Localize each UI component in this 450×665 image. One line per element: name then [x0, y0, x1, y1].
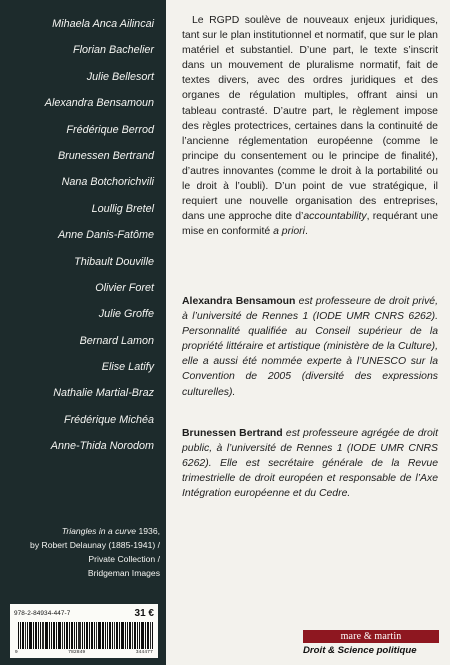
- barcode-left-digits: 782849: [68, 649, 86, 654]
- barcode-bar: [96, 622, 97, 649]
- barcode-bar: [62, 622, 63, 649]
- barcode-bar: [105, 622, 106, 649]
- barcode-bar: [27, 622, 28, 649]
- author-sidebar: [0, 0, 166, 665]
- barcode-bar: [150, 622, 151, 649]
- barcode-bar: [78, 622, 81, 649]
- credit-collection-line: Private Collection /: [88, 554, 160, 564]
- barcode-bar: [18, 622, 19, 649]
- author-name: Frédérique Berrod: [66, 123, 154, 136]
- author-bio-name: Brunessen Bertrand: [182, 428, 283, 439]
- barcode-bar: [109, 622, 111, 649]
- author-name: Anne Danis-Fatôme: [57, 229, 154, 242]
- summary-text-end: .: [304, 226, 308, 238]
- author-name: Alexandra Bensamoun: [44, 97, 154, 110]
- author-name: Brunessen Bertrand: [57, 149, 154, 162]
- author-name: Olivier Foret: [95, 281, 154, 294]
- barcode-bar: [22, 622, 24, 649]
- barcode-bar: [116, 622, 118, 649]
- author-name: Elise Latify: [101, 361, 154, 374]
- barcode-bar: [102, 622, 104, 649]
- barcode-bar: [71, 622, 73, 649]
- barcode-bar: [98, 622, 101, 649]
- barcode-bar: [51, 622, 52, 649]
- author-name: Anne-Thida Norodom: [50, 440, 154, 453]
- barcode-right-digits: 344477: [135, 649, 153, 654]
- publisher-logo-block: [303, 630, 439, 657]
- barcode-bar: [139, 622, 140, 649]
- barcode-digits: [15, 648, 153, 656]
- isbn-price-row: [14, 608, 154, 620]
- summary-text-start: Le RGPD soulève de nouveaux enjeux juridiques, tant sur le plan institutionnel et normatif, que sur le plan matériel et substantiel. D’une part, le texte s’inscrit dans un mouvement de pluralisme normatif, fait de textes divers, avec des ordres juridiques et des organes de régulation multiples, offrant ainsi un tableau contrasté. D’autre part, le règlement impose des règles protectrices, certaines dans la continuité de l’ancienne réglementation européenne (comme le principe du consentement ou le principe de finalité), d’autres innovantes (comme le droit à la portabilité ou le droit à l’oubli). D’un point de vue stratégique, il requiert une nouvelle organisation des entreprises, dans une approche dite d’: [182, 15, 438, 223]
- barcode-bar: [58, 622, 61, 649]
- barcode-bar: [76, 622, 77, 649]
- barcode-bar: [134, 622, 136, 649]
- barcode-bar: [152, 622, 153, 649]
- author-bio-bertrand: [182, 426, 438, 501]
- isbn-barcode-panel: [10, 604, 158, 658]
- author-name: Loullig Bretel: [91, 202, 154, 215]
- isbn-number: 978-2-84934-447-7: [14, 610, 71, 617]
- back-cover-text: [182, 13, 439, 500]
- author-name: Florian Bachelier: [72, 44, 154, 57]
- barcode-bar: [132, 622, 133, 649]
- barcode-bar: [121, 622, 124, 649]
- credit-title-line: [14, 524, 160, 538]
- barcode-bar: [125, 622, 126, 649]
- author-bio-text: est professeure agrégée de droit public, à l’université de Rennes 1 (IODE UMR CNRS 6262). Elle est secrétaire générale de la Revue trimestrielle de droit européen et responsable de l’Axe Intégration européenne et du Cedre.: [182, 428, 439, 500]
- barcode-bar: [84, 622, 85, 649]
- barcode-bar: [45, 622, 48, 649]
- author-name: Frédérique Michéa: [63, 413, 154, 426]
- author-list: [0, 14, 154, 463]
- barcode-bar: [53, 622, 55, 649]
- barcode-first-digit: 9: [15, 649, 18, 654]
- barcode-bar: [69, 622, 70, 649]
- barcode-bar: [114, 622, 115, 649]
- barcode-bar: [112, 622, 113, 649]
- barcode-bar: [127, 622, 128, 649]
- barcode-bar: [64, 622, 65, 649]
- barcode-bar: [38, 622, 39, 649]
- author-name: Nana Botchorichvili: [61, 176, 154, 189]
- barcode-bar: [91, 622, 93, 649]
- book-summary: [182, 13, 438, 239]
- barcode-bar: [33, 622, 34, 649]
- author-name: Julie Bellesort: [86, 70, 154, 83]
- author-bio-bensamoun: [182, 294, 438, 400]
- accountability-term: accountability: [303, 211, 367, 223]
- barcode-bar: [89, 622, 90, 649]
- author-bio-name: Alexandra Bensamoun: [182, 296, 296, 307]
- barcode-bar: [66, 622, 68, 649]
- barcode-bar: [49, 622, 50, 649]
- summary-text-middle: , requérant une mise en conformité: [182, 211, 438, 238]
- barcode-bar: [20, 622, 21, 649]
- barcode-bar: [56, 622, 57, 649]
- barcode-bar: [86, 622, 88, 649]
- barcode-bar: [137, 622, 138, 649]
- author-name: Julie Groffe: [98, 308, 154, 321]
- barcode-bar: [35, 622, 37, 649]
- author-name: Bernard Lamon: [79, 334, 154, 347]
- barcode-bar: [145, 622, 146, 649]
- publisher-name: mare & martin: [303, 630, 439, 643]
- barcode-bar: [147, 622, 149, 649]
- barcode-bar: [119, 622, 120, 649]
- author-name: Thibault Douville: [74, 255, 154, 268]
- barcode-bar: [74, 622, 75, 649]
- author-bio-text: est professeure de droit privé, à l’université de Rennes 1 (IODE UMR CNRS 6262). Personnalité qualifiée au Conseil supérieur de la propriété littéraire et artistique (ministère de la Culture), elle a aussi été nommée experte à l’UNESCO sur la Convention de 2005 (diversité des expressions culturelles).: [182, 296, 439, 398]
- credit-agency-line: Bridgeman Images: [87, 568, 160, 578]
- barcode-bar: [129, 622, 131, 649]
- barcode-bar: [25, 622, 26, 649]
- barcode-bar: [94, 622, 95, 649]
- barcode-bar: [40, 622, 41, 649]
- book-price: 31 €: [134, 608, 154, 619]
- artwork-year: 1936,: [138, 526, 160, 536]
- barcode-bar: [42, 622, 44, 649]
- author-name: Mihaela Anca Ailincai: [52, 18, 154, 30]
- barcode-bar: [29, 622, 32, 649]
- publisher-series: Droit & Science politique: [303, 645, 417, 656]
- credit-artist-line: by Robert Delaunay (1885-1941) /: [30, 540, 160, 550]
- barcode-bar: [82, 622, 83, 649]
- a-priori-term: a priori: [273, 226, 305, 238]
- barcode-bar: [107, 622, 108, 649]
- barcode-graphic: [18, 622, 136, 649]
- cover-art-credit: [14, 524, 160, 580]
- barcode-bar: [141, 622, 144, 649]
- author-name: Nathalie Martial-Braz: [53, 387, 154, 400]
- artwork-title: Triangles in a curve: [61, 526, 137, 536]
